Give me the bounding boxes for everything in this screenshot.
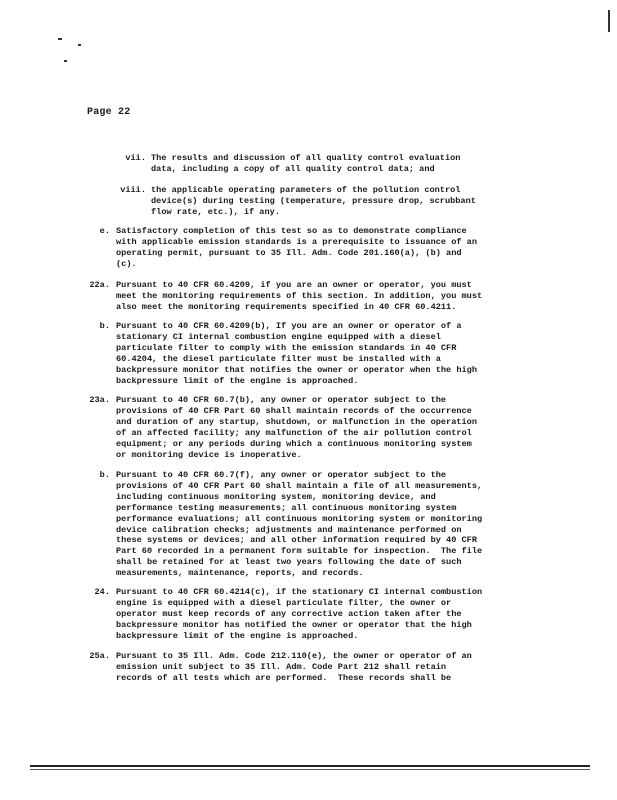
item-text-line: performance evaluations; all continuous monitoring system or monitoring [116, 513, 483, 524]
item-text-line: records of all tests which are performed. These records shall be [116, 672, 452, 683]
item-text-line: backpressure monitor that notifies the owner or operator when the high [116, 364, 477, 375]
item-text-line: or monitoring device is inoperative. [116, 449, 302, 460]
footer-rule [30, 765, 590, 767]
item-label: 23a. [89, 395, 110, 405]
item-text-line: with applicable emission standards is a prerequisite to issuance of an [116, 236, 477, 247]
item-text-line: the applicable operating parameters of the pollution control [151, 185, 461, 195]
item-label: b. [99, 321, 110, 331]
footer-rule-thin [30, 769, 590, 770]
scan-mark [64, 60, 67, 62]
item-text-line: emission unit subject to 35 Ill. Adm. Code Part 212 shall retain [116, 661, 447, 672]
item-text-line: equipment; or any periods during which a continuous monitoring system [116, 438, 472, 449]
item-text-line: provisions of 40 CFR Part 60 shall maintain a file of all measurements, [116, 480, 483, 491]
item-text-line: particulate filter to comply with the emission standards in 40 CFR [116, 342, 457, 353]
item-text-line: (c). [116, 258, 137, 269]
item-text-line: shall be retained for at least two years following the date of such [116, 557, 462, 568]
item-label: 24. [94, 587, 110, 597]
item-text-line: backpressure limit of the engine is approached. [116, 375, 359, 386]
item-text-line: Pursuant to 35 Ill. Adm. Code 212.110(e), the owner or operator of an [116, 651, 472, 661]
item-text-line: provisions of 40 CFR Part 60 shall maintain records of the occurrence [116, 405, 472, 416]
item-text-line: and duration of any startup, shutdown, or malfunction in the operation [116, 416, 477, 427]
item-text-line: Pursuant to 40 CFR 60.7(f), any owner or operator subject to the [116, 470, 447, 480]
item-label: b. [99, 470, 110, 480]
item-text-line: including continuous monitoring system, monitoring device, and [116, 491, 436, 502]
item-label: 25a. [89, 651, 110, 661]
item-text-line: device calibration checks; adjustments and maintenance performed on [116, 524, 462, 535]
item-text-line: measurements, maintenance, reports, and records. [116, 568, 364, 579]
item-text-line: stationary CI internal combustion engine equipped with a diesel [116, 331, 441, 342]
item-text-line: Satisfactory completion of this test so as to demonstrate compliance [116, 226, 467, 236]
page-number: Page 22 [87, 107, 131, 118]
scan-mark [608, 10, 610, 32]
item-text-line: operating permit, pursuant to 35 Ill. Adm. Code 201.160(a), (b) and [116, 247, 462, 258]
item-text-line: Pursuant to 40 CFR 60.4209(b), If you are an owner or operator of a [116, 321, 462, 331]
item-text-line: 60.4204, the diesel particulate filter must be installed with a [116, 353, 441, 364]
item-text-line: Pursuant to 40 CFR 60.4214(c), if the stationary CI internal combustion [116, 587, 483, 597]
item-text-line: performance testing measurements; all continuous monitoring system [116, 502, 457, 513]
item-text-line: Pursuant to 40 CFR 60.4209, if you are an owner or operator, you must [116, 280, 472, 290]
item-text-line: operator must keep records of any corrective action taken after the [116, 608, 462, 619]
item-text-line: Part 60 recorded in a permanent form suitable for inspection. The file [116, 546, 483, 557]
scan-mark [78, 44, 81, 46]
item-text-line: data, including a copy of all quality control data; and [151, 163, 435, 174]
item-text-line: flow rate, etc.), if any. [151, 206, 280, 217]
item-label: viii. [120, 185, 146, 195]
item-text-line: Pursuant to 40 CFR 60.7(b), any owner or operator subject to the [116, 395, 447, 405]
item-text-line: engine is equipped with a diesel particulate filter, the owner or [116, 597, 452, 608]
item-text-line: device(s) during testing (temperature, pressure drop, scrubbant [151, 195, 476, 206]
item-label: vii. [125, 153, 146, 163]
item-text-line: backpressure limit of the engine is approached. [116, 630, 359, 641]
scan-mark [58, 38, 62, 40]
item-text-line: these systems or devices; and all other information required by 40 CFR [116, 535, 477, 546]
item-text-line: The results and discussion of all quality control evaluation [151, 153, 461, 163]
item-text-line: also meet the monitoring requirements specified in 40 CFR 60.4211. [116, 301, 457, 312]
item-text-line: meet the monitoring requirements of this section. In addition, you must [116, 290, 483, 301]
item-label: 22a. [89, 280, 110, 290]
item-text-line: backpressure monitor has notified the owner or operator that the high [116, 619, 472, 630]
item-label: e. [99, 226, 110, 236]
item-text-line: of an affected facility; any malfunction of the air pollution control [116, 427, 472, 438]
